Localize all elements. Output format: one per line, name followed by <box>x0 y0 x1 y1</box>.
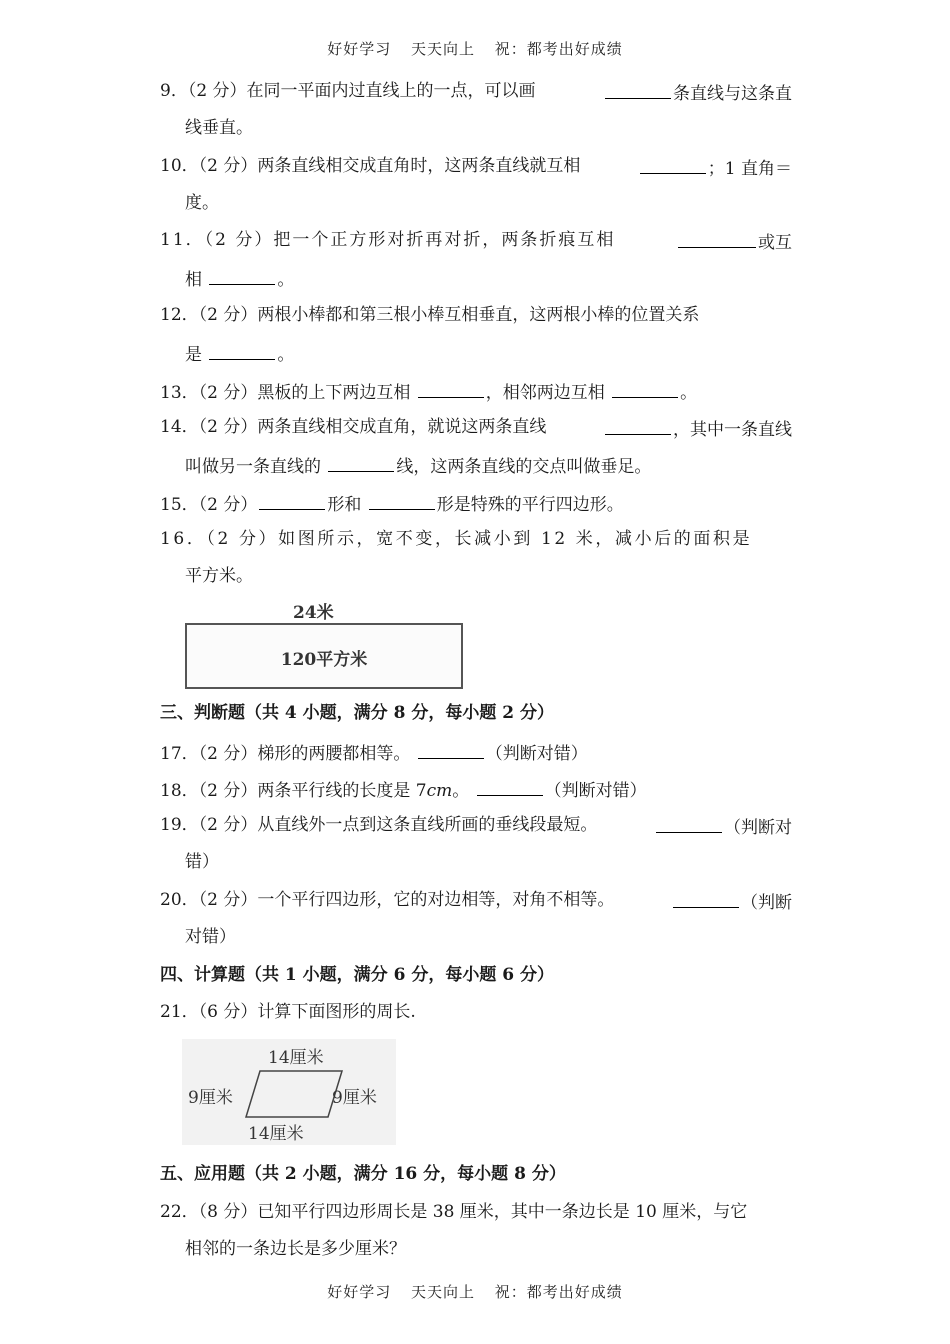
question-12-line-1 <box>160 305 792 325</box>
q19-text-b: （判断对 <box>724 818 792 838</box>
q9-text-a: 9．（2 分）在同一平面内过直线上的一点，可以画 <box>160 81 536 101</box>
sec3-text: 三、判断题（共 4 小题，满分 8 分，每小题 2 分） <box>160 703 554 723</box>
q11-text-c: 相 <box>185 270 202 290</box>
q13-text-a: 13．（2 分）黑板的上下两边互相 <box>160 383 411 403</box>
q13-blank-1[interactable] <box>418 380 484 398</box>
q11-blank-1[interactable] <box>678 230 756 248</box>
question-9-line-1 <box>160 81 792 104</box>
q19-text-a: 19．（2 分）从直线外一点到这条直线所画的垂线段最短。 <box>160 815 598 835</box>
question-16-line-2 <box>185 566 792 586</box>
footer-part-3: 祝：都考出好成绩 <box>494 1283 623 1301</box>
question-16-line-1 <box>160 529 792 549</box>
question-10-line-1 <box>160 156 792 179</box>
parallelogram-shape <box>246 1071 342 1117</box>
q9-text-b: 条直线与这条直 <box>673 84 792 104</box>
rectangle-figure <box>185 598 465 690</box>
q20-text-c: 对错） <box>185 927 236 947</box>
para-right-label: 9厘米 <box>332 1088 377 1108</box>
q14-text-c: 叫做另一条直线的 <box>185 457 321 477</box>
question-20-line-1 <box>160 890 792 913</box>
q11-text-b: 或互 <box>758 233 792 253</box>
q20-blank[interactable] <box>673 890 739 908</box>
question-13 <box>160 380 792 403</box>
q11-blank-2[interactable] <box>209 267 275 285</box>
question-22-line-1 <box>160 1202 792 1222</box>
q14-blank-1[interactable] <box>605 417 671 435</box>
q13-blank-2[interactable] <box>612 380 678 398</box>
q10-text-b: ；1 直角＝ <box>707 159 792 179</box>
q18-unit: cm <box>426 781 453 801</box>
q9-blank[interactable] <box>605 81 671 99</box>
q10-text-a: 10．（2 分）两条直线相交成直角时，这两条直线就互相 <box>160 156 581 176</box>
q15-blank-1[interactable] <box>259 492 325 510</box>
question-10-line-2 <box>185 193 792 213</box>
footer-part-1: 好好学习 <box>327 1283 392 1301</box>
q16-text-c: 平方米。 <box>185 566 253 586</box>
q18-text-b: （判断对错） <box>544 781 647 801</box>
q13-text-b: ，相邻两边互相 <box>485 383 605 403</box>
question-18 <box>160 778 792 801</box>
parallelogram-figure <box>182 1039 396 1145</box>
question-11-line-1 <box>160 230 792 253</box>
q18-blank[interactable] <box>477 778 543 796</box>
q15-text-c: 形是特殊的平行四边形。 <box>436 495 624 515</box>
page-footer <box>0 1281 950 1302</box>
question-20-line-2 <box>185 927 792 947</box>
q10-blank[interactable] <box>640 156 706 174</box>
q17-text-a: 17．（2 分）梯形的两腰都相等。 <box>160 744 411 764</box>
header-part-1: 好好学习 <box>327 40 392 58</box>
question-19-line-2 <box>185 852 792 872</box>
question-14-line-2 <box>185 454 792 477</box>
q17-blank[interactable] <box>418 741 484 759</box>
q22-text-c: 相邻的一条边长是多少厘米？ <box>185 1239 406 1259</box>
q15-blank-2[interactable] <box>369 492 435 510</box>
rect-top-label: 24米 <box>293 603 334 623</box>
q20-text-b: （判断 <box>741 893 792 913</box>
q10-text-c: 度。 <box>185 193 219 213</box>
q14-text-a: 14．（2 分）两条直线相交成直角，就说这两条直线 <box>160 417 547 437</box>
question-22-line-2 <box>185 1239 792 1259</box>
q12-blank[interactable] <box>209 342 275 360</box>
q14-text-d: 线，这两条直线的交点叫做垂足。 <box>396 457 652 477</box>
q13-text-c: 。 <box>680 383 698 403</box>
para-bottom-label: 14厘米 <box>248 1124 304 1144</box>
q14-text-b: ，其中一条直线 <box>673 420 792 440</box>
q19-text-c: 错） <box>185 852 219 872</box>
question-14-line-1 <box>160 417 792 440</box>
section-5-heading <box>160 1164 792 1184</box>
page-header <box>0 38 950 59</box>
sec4-text: 四、计算题（共 1 小题，满分 6 分，每小题 6 分） <box>160 965 554 985</box>
para-left-label: 9厘米 <box>188 1088 233 1108</box>
q11-text-a: 11．（2 分）把一个正方形对折再对折，两条折痕互相 <box>160 230 616 250</box>
q12-text-d: 。 <box>277 345 295 365</box>
q16-text-a: 16．（2 分）如图所示，宽不变，长减小到 12 米，减小后的面积是 <box>160 529 753 549</box>
sec5-text: 五、应用题（共 2 小题，满分 16 分，每小题 8 分） <box>160 1164 566 1184</box>
q18-text-a2: 。 <box>452 781 470 801</box>
q12-text-c: 是 <box>185 345 202 365</box>
q14-blank-2[interactable] <box>328 454 394 472</box>
question-17 <box>160 741 792 764</box>
footer-part-2: 天天向上 <box>410 1283 475 1301</box>
question-21 <box>160 1002 792 1022</box>
q22-text-a: 22．（8 分）已知平行四边形周长是 38 厘米，其中一条边长是 10 厘米，与它 <box>160 1202 748 1222</box>
q17-text-b: （判断对错） <box>485 744 588 764</box>
section-3-heading <box>160 703 792 723</box>
q21-text-a: 21．（6 分）计算下面图形的周长. <box>160 1002 416 1022</box>
section-4-heading <box>160 965 792 985</box>
header-part-2: 天天向上 <box>410 40 475 58</box>
rectangle-shape <box>185 623 463 689</box>
question-19-line-1 <box>160 815 792 838</box>
question-12-line-2 <box>185 342 792 365</box>
q15-text-a: 15．（2 分） <box>160 495 258 515</box>
header-part-3: 祝：都考出好成绩 <box>494 40 623 58</box>
q11-text-d: 。 <box>277 270 295 290</box>
q20-text-a: 20．（2 分）一个平行四边形，它的对边相等，对角不相等。 <box>160 890 615 910</box>
question-11-line-2 <box>185 267 792 290</box>
q9-text-c: 线垂直。 <box>185 118 253 138</box>
q12-text-a: 12．（2 分）两根小棒都和第三根小棒互相垂直，这两根小棒的位置关系 <box>160 305 700 325</box>
rect-area-label: 120平方米 <box>280 650 368 670</box>
question-9-line-2 <box>185 118 792 138</box>
para-top-label: 14厘米 <box>268 1048 324 1068</box>
question-15 <box>160 492 792 515</box>
q18-text-a: 18．（2 分）两条平行线的长度是 7 <box>160 781 427 801</box>
q19-blank[interactable] <box>656 815 722 833</box>
q15-text-b: 形和 <box>327 495 362 515</box>
